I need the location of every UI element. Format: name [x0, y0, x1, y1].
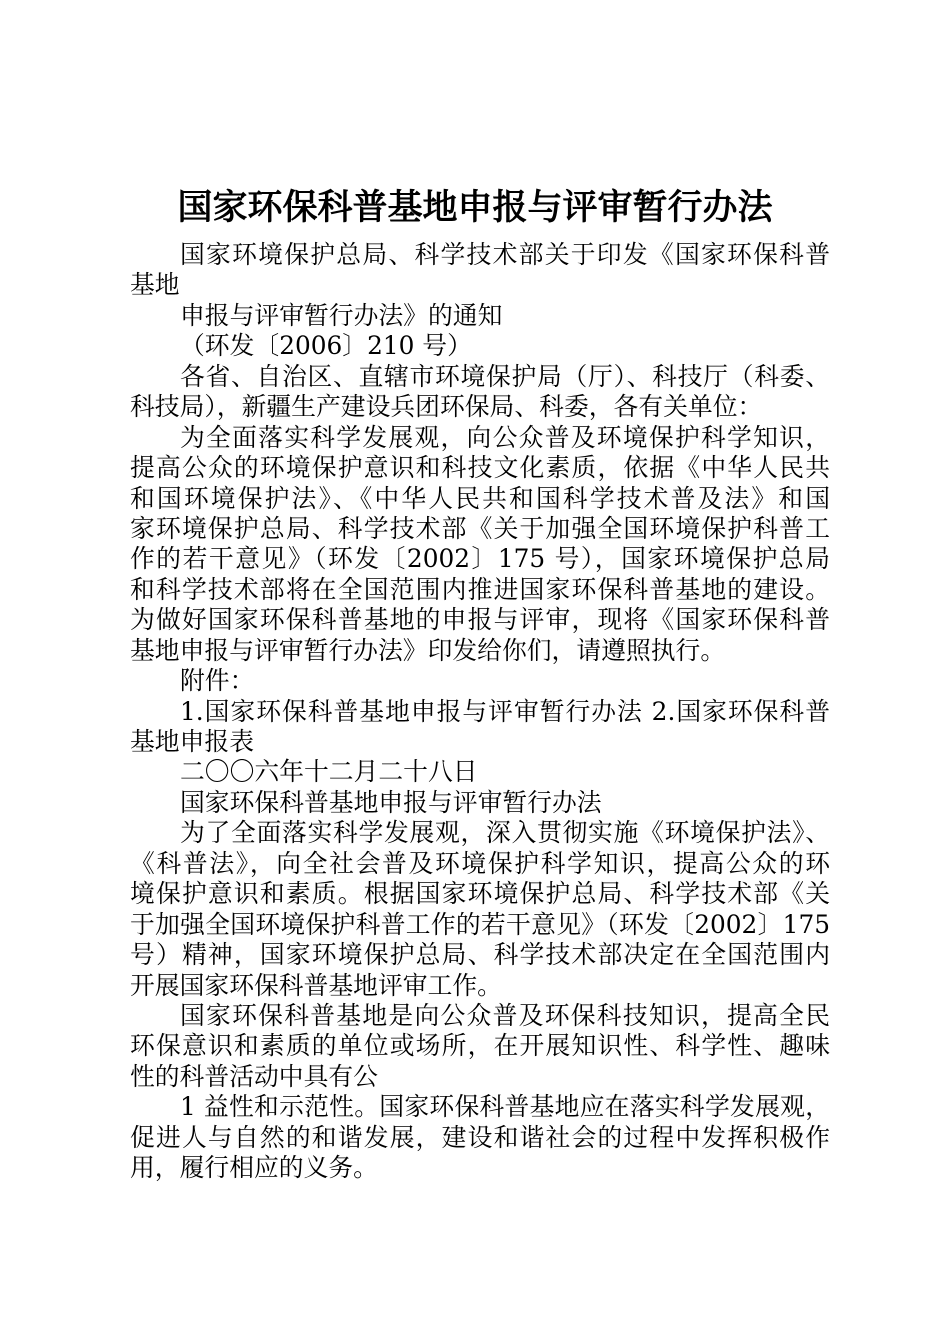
paragraph-line: 基地 — [130, 270, 180, 300]
document-title: 国家环保科普基地申报与评审暂行办法 — [177, 187, 773, 228]
paragraph-notice-heading-cont — [130, 301, 830, 331]
paragraph-notice-body — [130, 423, 830, 667]
paragraph-line: 境保护意识和素质。根据国家环境保护总局、科学技术部《关 — [130, 879, 830, 909]
paragraph-date — [130, 757, 830, 787]
paragraph-line: 作的若干意见》（环发〔2002〕175 号），国家环境保护总局 — [130, 544, 830, 574]
paragraph-line: 1.国家环保科普基地申报与评审暂行办法 2.国家环保科普 — [180, 696, 830, 726]
paragraph-line: 于加强全国环境保护科普工作的若干意见》（环发〔2002〕175 — [130, 909, 830, 939]
paragraph-section-title — [130, 788, 830, 818]
paragraph-line: 和科学技术部将在全国范围内推进国家环保科普基地的建设。 — [130, 574, 830, 604]
paragraph-doc-number — [130, 331, 830, 361]
paragraph-purpose — [130, 818, 830, 1001]
paragraph-line: 用，履行相应的义务。 — [130, 1153, 378, 1183]
paragraph-line: 申报与评审暂行办法》的通知 — [180, 300, 503, 330]
paragraph-line: 基地申报表 — [130, 727, 254, 756]
paragraph-addressees — [130, 362, 830, 423]
paragraph-line: 为全面落实科学发展观，向公众普及环境保护科学知识， — [180, 422, 830, 452]
paragraph-line: 为做好国家环保科普基地的申报与评审，现将《国家环保科普 — [130, 605, 830, 635]
paragraph-line: 附件： — [180, 666, 255, 696]
paragraph-line: 基地申报与评审暂行办法》印发给你们，请遵照执行。 — [130, 635, 726, 665]
paragraph-line: 二〇〇六年十二月二十八日 — [180, 757, 478, 787]
paragraph-line: 环保意识和素质的单位或场所，在开展知识性、科学性、趣味 — [130, 1031, 830, 1061]
paragraph-line: 国家环保科普基地申报与评审暂行办法 — [180, 787, 602, 817]
paragraph-line: 号）精神，国家环境保护总局、科学技术部决定在全国范围内 — [130, 940, 830, 970]
paragraph-attachment-list — [130, 697, 830, 758]
paragraph-line: 提高公众的环境保护意识和科技文化素质，依据《中华人民共 — [130, 453, 830, 483]
paragraph-line: 性的科普活动中具有公 — [130, 1061, 378, 1091]
paragraph-line: 国家环保科普基地是向公众普及环保科技知识，提高全民 — [180, 1000, 830, 1030]
paragraph-line: 1 益性和示范性。国家环保科普基地应在落实科学发展观， — [180, 1092, 830, 1122]
document-body — [130, 240, 830, 1184]
paragraph-attachment-label — [130, 666, 830, 696]
paragraph-line: 家环境保护总局、科学技术部《关于加强全国环境保护科普工 — [130, 513, 830, 543]
paragraph-line: 国家环境保护总局、科学技术部关于印发《国家环保科普 — [180, 240, 830, 269]
paragraph-line: 促进人与自然的和谐发展，建设和谐社会的过程中发挥积极作 — [130, 1122, 830, 1152]
paragraph-line: 《科普法》，向全社会普及环境保护科学知识，提高公众的环 — [130, 848, 830, 878]
paragraph-line: 和国环境保护法》、《中华人民共和国科学技术普及法》和国 — [130, 483, 830, 513]
paragraph-line: 为了全面落实科学发展观，深入贯彻实施《环境保护法》、 — [180, 818, 830, 848]
paragraph-definition — [130, 1001, 830, 1092]
paragraph-line: 科技局），新疆生产建设兵团环保局、科委，各有关单位： — [130, 392, 763, 422]
paragraph-notice-heading — [130, 240, 830, 301]
paragraph-line: 开展国家环保科普基地评审工作。 — [130, 970, 502, 1000]
paragraph-line: 各省、自治区、直辖市环境保护局（厅）、科技厅（科委、 — [180, 361, 830, 391]
paragraph-line: （环发〔2006〕210 号） — [180, 331, 472, 361]
paragraph-obligations — [130, 1092, 830, 1183]
